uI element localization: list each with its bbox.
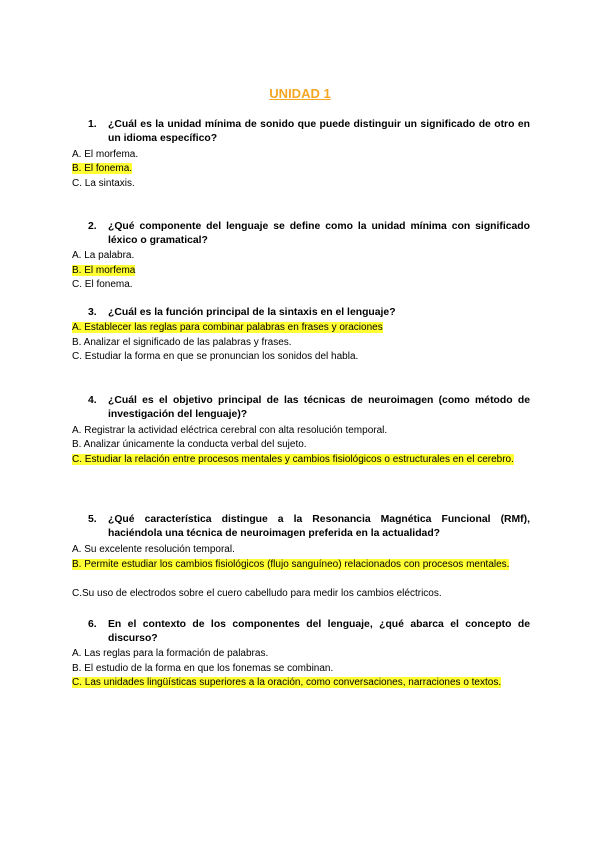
option-2c: C. El fonema. xyxy=(72,279,133,290)
question-1 xyxy=(88,118,530,146)
option-3c: C. Estudiar la forma en que se pronuncian los sonidos del habla. xyxy=(72,351,359,362)
option-3b: B. Analizar el significado de las palabras y frases. xyxy=(72,337,292,348)
highlighted-answer: C. Estudiar la relación entre procesos mentales y cambios fisiológicos o estructurales en el cerebro. xyxy=(72,454,514,465)
option-6c-correct xyxy=(72,676,530,691)
option-5a: A. Su excelente resolución temporal. xyxy=(72,544,235,555)
question-number: 2. xyxy=(88,221,97,232)
option-4a: A. Registrar la actividad eléctrica cerebral con alta resolución temporal. xyxy=(72,425,388,436)
question-number: 6. xyxy=(88,619,97,630)
highlighted-answer: B. El morfema xyxy=(72,265,136,276)
option-6a: A. Las reglas para la formación de palabras. xyxy=(72,648,269,659)
question-3 xyxy=(88,306,530,320)
question-number: 1. xyxy=(88,119,97,130)
question-5 xyxy=(88,513,530,541)
question-text: ¿Cuál es la unidad mínima de sonido que puede distinguir un significado de otro en un idioma específico? xyxy=(108,119,530,144)
question-text: ¿Cuál es el objetivo principal de las técnicas de neuroimagen (como método de investigación del lenguaje)? xyxy=(108,395,530,420)
option-6b: B. El estudio de la forma en que los fonemas se combinan. xyxy=(72,663,334,674)
option-2a: A. La palabra. xyxy=(72,250,135,261)
question-number: 5. xyxy=(88,514,97,525)
question-2 xyxy=(88,220,530,248)
option-3a-correct xyxy=(72,321,530,336)
option-4c-correct xyxy=(72,453,530,468)
option-1a: A. El morfema. xyxy=(72,149,139,160)
question-4 xyxy=(88,394,530,422)
option-2b-correct xyxy=(72,264,530,279)
highlighted-answer: B. El fonema. xyxy=(72,163,133,174)
question-text: ¿Cuál es la función principal de la sintaxis en el lenguaje? xyxy=(108,307,396,318)
option-5b-correct xyxy=(72,558,530,573)
question-6 xyxy=(88,618,530,646)
question-text: ¿Qué componente del lenguaje se define como la unidad mínima con significado léxico o gramatical? xyxy=(108,221,530,246)
question-number: 3. xyxy=(88,307,97,318)
option-1b-correct xyxy=(72,162,530,177)
highlighted-answer: B. Permite estudiar los cambios fisiológicos (flujo sanguíneo) relacionados con procesos mentales. xyxy=(72,559,510,570)
question-number: 4. xyxy=(88,395,97,406)
question-text: En el contexto de los componentes del lenguaje, ¿qué abarca el concepto de discurso? xyxy=(108,619,530,644)
highlighted-answer: C. Las unidades lingüísticas superiores a la oración, como conversaciones, narraciones o textos. xyxy=(72,677,502,688)
question-text: ¿Qué característica distingue a la Resonancia Magnética Funcional (RMf), haciéndola una técnica de neuroimagen preferida en la actualidad? xyxy=(108,514,530,539)
option-5c: C.Su uso de electrodos sobre el cuero cabelludo para medir los cambios eléctricos. xyxy=(72,588,442,599)
highlighted-answer: A. Establecer las reglas para combinar palabras en frases y oraciones xyxy=(72,322,383,333)
option-1c: C. La sintaxis. xyxy=(72,178,135,189)
option-4b: B. Analizar únicamente la conducta verbal del sujeto. xyxy=(72,439,307,450)
page-title: UNIDAD 1 xyxy=(269,86,331,101)
